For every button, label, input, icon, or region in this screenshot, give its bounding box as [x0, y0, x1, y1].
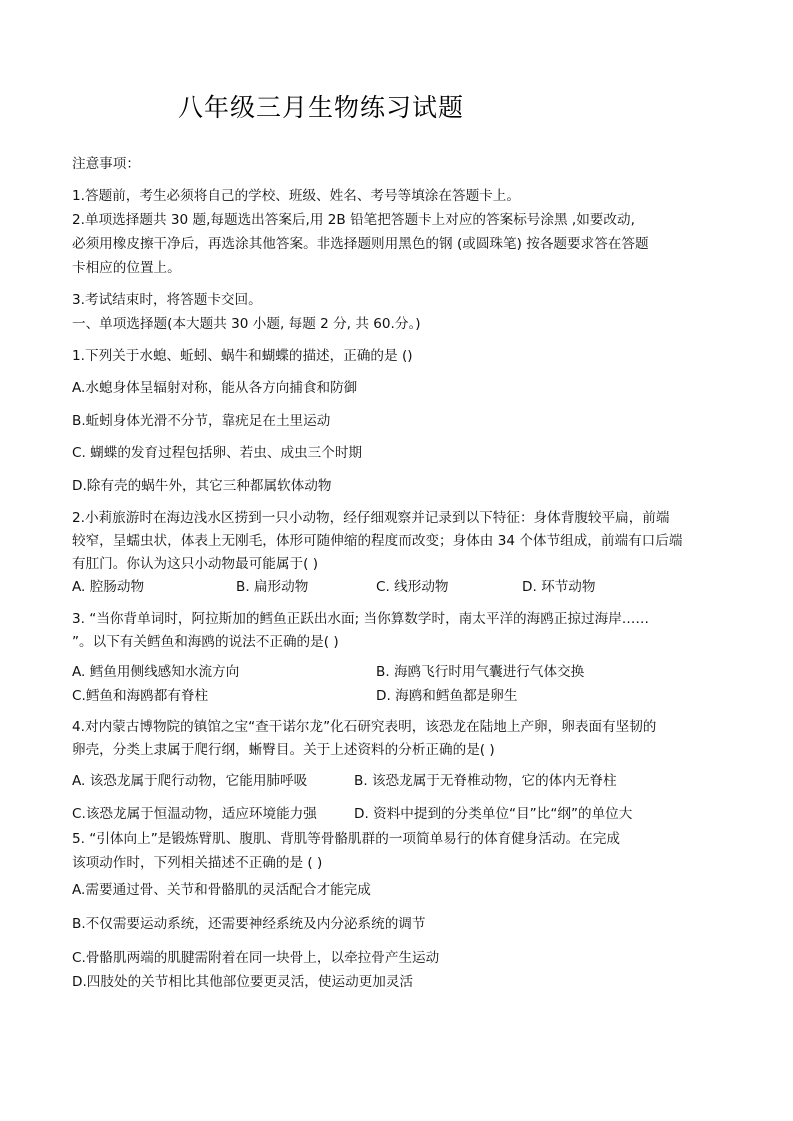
- question-2-option-c: C. 线形动物: [376, 579, 449, 595]
- question-1-option-c: C. 蝴蝶的发育过程包括卵、若虫、成虫三个时期: [72, 445, 363, 461]
- section-heading: 一、单项选择题(本大题共 30 小题, 每题 2 分, 共 60.分。): [72, 316, 421, 332]
- question-4-option-d: D. 资料中提到的分类单位“目”比“纲”的单位大: [354, 806, 633, 822]
- notice-heading: 注意事项：: [72, 156, 140, 172]
- page-title: 八年级三月生物练习试题: [178, 93, 465, 122]
- question-3-option-b: B. 海鸥飞行时用气囊进行气体交换: [376, 664, 585, 680]
- question-5-option-a: A.需要通过骨、关节和骨骼肌的灵活配合才能完成: [72, 882, 371, 898]
- notice-item-3: 3.考试结束时，将答题卡交回。: [72, 292, 262, 308]
- question-3-line-2: ”。以下有关鳕鱼和海鸥的说法不正确的是( ): [72, 634, 339, 650]
- question-2-line-1: 2.小莉旅游时在海边浅水区捞到一只小动物，经仔细观察并记录到以下特征：身体背腹较平扁，前端: [72, 510, 670, 526]
- question-1-stem: 1.下列关于水螅、蚯蚓、蜗牛和蝴蝶的描述，正确的是 (): [72, 348, 413, 364]
- question-2-option-a: A. 腔肠动物: [72, 579, 145, 595]
- question-1-option-d: D.除有壳的蜗牛外，其它三种都属软体动物: [72, 478, 332, 494]
- notice-item-2-line-3: 卡相应的位置上。: [72, 260, 181, 276]
- question-4-line-1: 4.对内蒙古博物院的镇馆之宝“查干诺尔龙”化石研究表明，该恐龙在陆地上产卵，卵表面有坚韧的: [72, 719, 657, 735]
- question-5-option-b: B.不仅需要运动系统，还需要神经系统及内分泌系统的调节: [72, 916, 426, 932]
- question-1-option-b: B.蚯蚓身体光滑不分节，靠疣足在土里运动: [72, 413, 331, 429]
- question-5-option-d: D.四肢处的关节相比其他部位要更灵活，使运动更加灵活: [72, 974, 414, 990]
- question-3-option-c: C.鳕鱼和海鸥都有脊柱: [72, 688, 209, 704]
- question-3-option-d: D. 海鸥和鳕鱼都是卵生: [376, 688, 518, 704]
- question-4-option-b: B. 该恐龙属于无脊椎动物，它的体内无脊柱: [354, 773, 617, 789]
- question-2-line-3: 有肛门。你认为这只小动物最可能属于( ): [72, 556, 319, 572]
- question-5-option-c: C.骨骼肌两端的肌腱需附着在同一块骨上，以牵拉骨产生运动: [72, 950, 440, 966]
- question-2-option-d: D. 环节动物: [522, 579, 596, 595]
- question-5-line-1: 5. “引体向上”是锻炼臂肌、腹肌、背肌等骨骼肌群的一项简单易行的体育健身活动。在完成: [72, 831, 620, 847]
- question-1-option-a: A.水螅身体呈辐射对称，能从各方向捕食和防御: [72, 380, 358, 396]
- question-4-line-2: 卵壳，分类上隶属于爬行纲，蜥臀目。关于上述资料的分析正确的是( ): [72, 742, 495, 758]
- question-5-line-2: 该项动作时，下列相关描述不正确的是 ( ): [72, 855, 323, 871]
- question-4-option-a: A. 该恐龙属于爬行动物，它能用肺呼吸: [72, 773, 308, 789]
- notice-item-2-line-2: 必须用橡皮擦干净后，再选涂其他答案。非选择题则用黑色的钢 (或圆珠笔) 按各题要求答在答题: [72, 236, 649, 252]
- question-3-option-a: A. 鳕鱼用侧线感知水流方向: [72, 664, 240, 680]
- question-3-line-1: 3. “当你背单词时，阿拉斯加的鳕鱼正跃出水面; 当你算数学时，南太平洋的海鸥正掠过海岸……: [72, 611, 649, 627]
- question-2-line-2: 较窄，呈蠕虫状，体表上无刚毛，体形可随伸缩的程度而改变；身体由 34 个体节组成，前端有口后端: [72, 533, 683, 549]
- question-4-option-c: C.该恐龙属于恒温动物，适应环境能力强: [72, 806, 317, 822]
- notice-item-2-line-1: 2.单项选择题共 30 题,每题选出答案后,用 2B 铅笔把答题卡上对应的答案标号涂黑 ,如要改动,: [72, 212, 635, 228]
- notice-item-1: 1.答题前，考生必须将自己的学校、班级、姓名、考号等填涂在答题卡上。: [72, 188, 520, 204]
- question-2-option-b: B. 扁形动物: [236, 579, 309, 595]
